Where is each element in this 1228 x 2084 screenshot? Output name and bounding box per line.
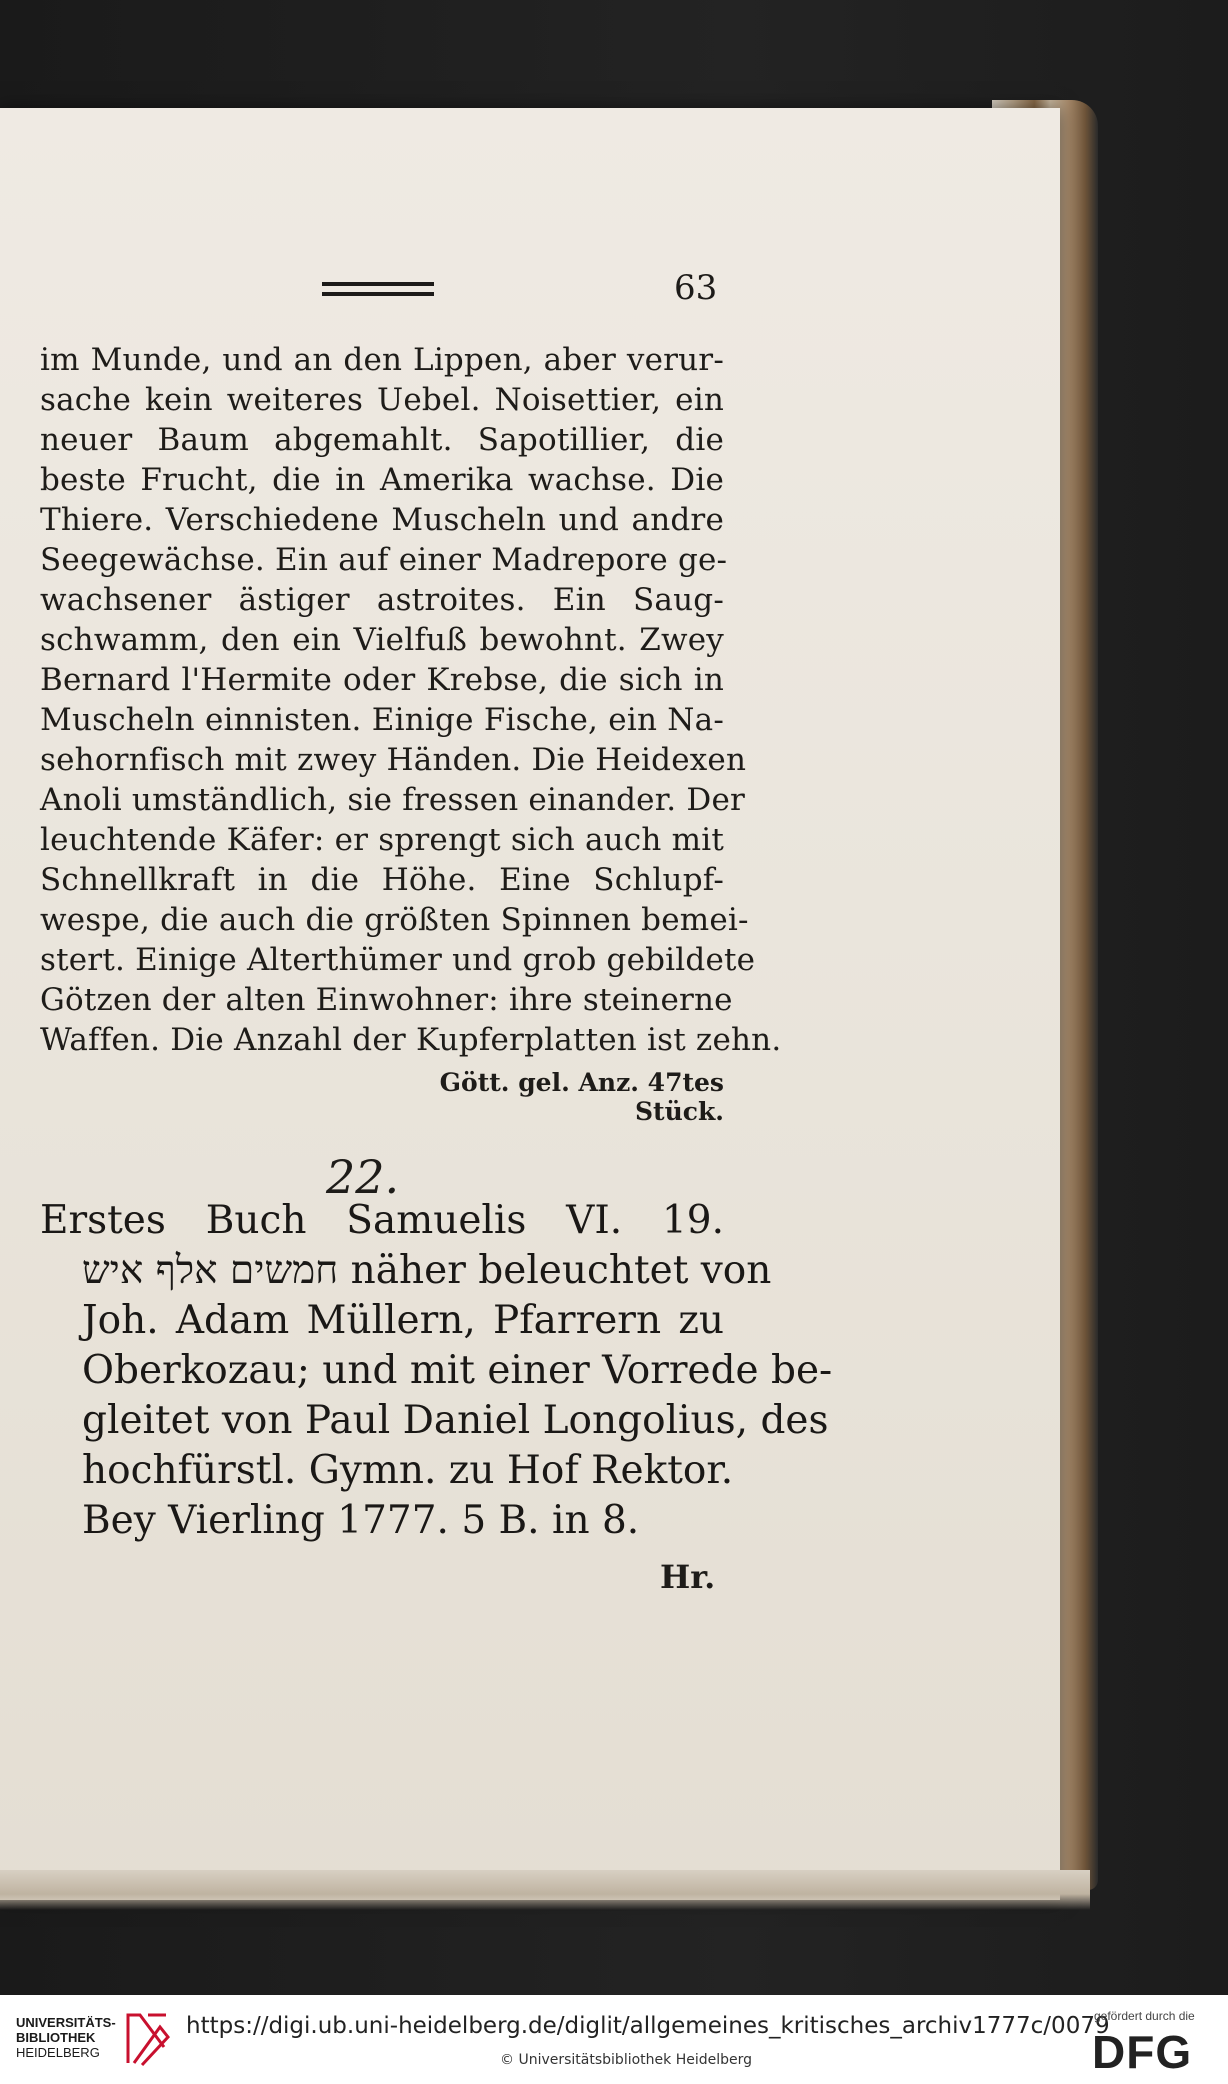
- permalink-url[interactable]: https://digi.ub.uni-heidelberg.de/diglit/allgemeines_kritisches_archiv1777c/0079: [186, 2013, 1110, 2039]
- entry-line: Oberkozau; und mit einer Vorrede be-: [82, 1348, 833, 1393]
- text-line: stert. Einige Alterthümer und grob gebildete: [40, 942, 756, 978]
- dfg-logo[interactable]: DFG: [1092, 2026, 1193, 2078]
- funding-label: gefördert durch die: [1094, 2009, 1195, 2023]
- text-line: Thiere. Verschiedene Muscheln und andre: [40, 502, 724, 538]
- page-number: 63: [674, 268, 718, 308]
- text-line: sehornfisch mit zwey Händen. Die Heidexen: [40, 742, 747, 778]
- header-double-rule: [322, 282, 434, 296]
- text-line: Götzen der alten Einwohner: ihre steinerne: [40, 982, 733, 1018]
- entry-line: Joh. Adam Müllern, Pfarrern zu: [82, 1298, 724, 1343]
- text-line: beste Frucht, die in Amerika wachse. Die: [40, 462, 724, 498]
- text-line: Schnellkraft in die Höhe. Eine Schlupf-: [40, 862, 724, 898]
- book-entry: [40, 1196, 833, 1546]
- source-citation: Gött. gel. Anz. 47tes Stück.: [439, 1068, 724, 1126]
- copyright-notice: © Universitätsbibliothek Heidelberg: [500, 2052, 753, 2068]
- text-line: Anoli umständlich, sie fressen einander. Der: [40, 782, 746, 818]
- entry-line: Bey Vierling 1777. 5 B. in 8.: [82, 1498, 640, 1543]
- viewer-footer: [0, 1995, 1228, 2084]
- text-line: leuchtende Käfer: er sprengt sich auch mit: [40, 822, 724, 858]
- library-logo-icon[interactable]: [120, 2007, 174, 2069]
- entry-line: hochfürstl. Gymn. zu Hof Rektor.: [82, 1448, 734, 1493]
- text-line: wespe, die auch die größten Spinnen bemei-: [40, 902, 749, 938]
- text-line: Waffen. Die Anzahl der Kupferplatten ist zehn.: [40, 1022, 782, 1058]
- library-name-line: UNIVERSITÄTS-: [16, 2015, 116, 2030]
- text-line: Seegewächse. Ein auf einer Madrepore ge-: [40, 542, 728, 578]
- entry-line: Erstes Buch Samuelis VI. 19.: [40, 1198, 724, 1243]
- text-line: neuer Baum abgemahlt. Sapotillier, die: [40, 422, 724, 458]
- text-line: sache kein weiteres Uebel. Noisettier, ein: [40, 382, 724, 418]
- entry-line: חמשים אלף איש näher beleuchtet von: [82, 1248, 772, 1293]
- text-line: im Munde, und an den Lippen, aber verur-: [40, 342, 724, 378]
- body-text: [40, 340, 782, 1060]
- catchword: Hr.: [660, 1558, 716, 1596]
- text-line: Bernard l'Hermite oder Krebse, die sich in: [40, 662, 724, 698]
- book-page-bottom-edge: [0, 1870, 1090, 1910]
- text-line: wachsener ästiger astroites. Ein Saug-: [40, 582, 724, 618]
- text-line: schwamm, den ein Vielfuß bewohnt. Zwey: [40, 622, 724, 658]
- text-line: Muscheln einnisten. Einige Fische, ein Na-: [40, 702, 724, 738]
- entry-line: gleitet von Paul Daniel Longolius, des: [82, 1398, 829, 1443]
- entry-number: 22.: [326, 1150, 400, 1204]
- library-logo-text[interactable]: [16, 2015, 116, 2060]
- library-name-line: HEIDELBERG: [16, 2045, 100, 2060]
- library-name-line: BIBLIOTHEK: [16, 2030, 96, 2045]
